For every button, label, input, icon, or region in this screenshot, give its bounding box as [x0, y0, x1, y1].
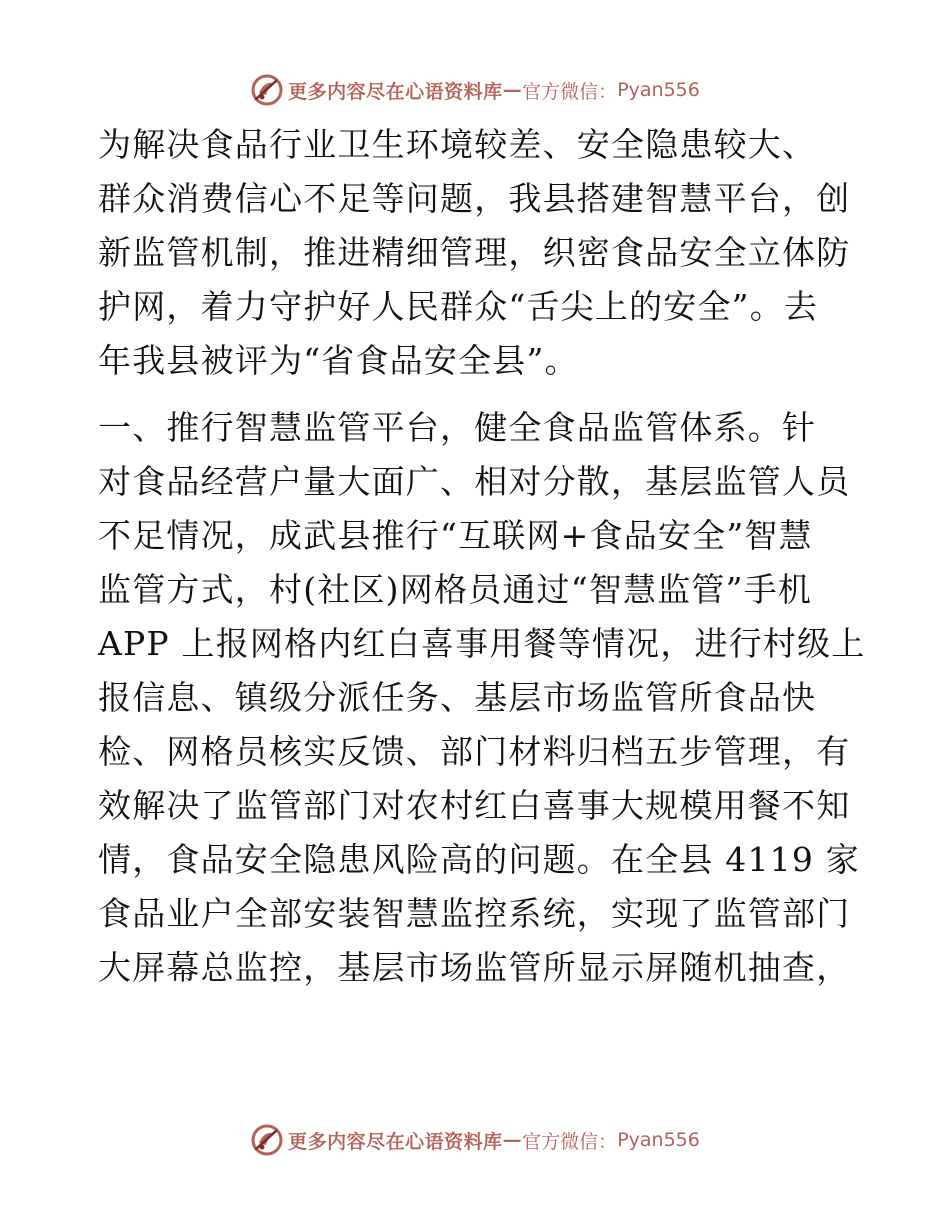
watermark-site-text: 更多内容尽在心语资料库 [288, 80, 503, 103]
logo-icon [250, 1123, 284, 1157]
watermark-separator: — [502, 1129, 523, 1151]
text-line: 年我县被评为“省食品安全县”。 [98, 341, 579, 380]
watermark-wechat-label: 官方微信： [522, 1130, 618, 1153]
watermark-wechat-label: 官方微信： [522, 80, 618, 103]
text-line: 护网，着力守护好人民群众“舌尖上的安全”。去 [98, 287, 819, 326]
text-line: 新监管机制，推进精细管理，织密食品安全立体防 [98, 233, 851, 272]
watermark-wechat-id: Pyan556 [617, 79, 700, 101]
text-line: 情，食品安全隐患风险高的问题。在全县 4119 家 [98, 840, 860, 879]
watermark-separator: — [502, 79, 523, 101]
header-watermark [0, 70, 950, 110]
text-line: 为解决食品行业卫生环境较差、安全隐患较大、 [98, 125, 817, 164]
text-line: 不足情况，成武县推行“互联网+食品安全”智慧 [98, 516, 813, 555]
text-line: 一、推行智慧监管平台，健全食品监管体系。针 [98, 408, 817, 447]
text-line: 检、网格员核实反馈、部门材料归档五步管理，有 [98, 732, 851, 771]
text-line: APP 上报网格内红白喜事用餐等情况，进行村级上 [98, 624, 866, 663]
text-line: 大屏幕总监控，基层市场监管所显示屏随机抽查， [98, 948, 851, 987]
text-line: 对食品经营户量大面广、相对分散，基层监管人员 [98, 462, 851, 501]
footer-watermark [0, 1120, 950, 1160]
paragraph-intro [98, 118, 850, 388]
watermark-site-text: 更多内容尽在心语资料库 [288, 1130, 503, 1153]
paragraph-section-one [98, 401, 866, 995]
text-line: 监管方式，村(社区)网格员通过“智慧监管”手机 [98, 570, 813, 609]
text-line: 群众消费信心不足等问题，我县搭建智慧平台，创 [98, 179, 851, 218]
logo-icon [250, 73, 284, 107]
watermark-wechat-id: Pyan556 [617, 1129, 700, 1151]
text-line: 报信息、镇级分派任务、基层市场监管所食品快 [98, 678, 817, 717]
document-body [98, 118, 866, 995]
text-line: 效解决了监管部门对农村红白喜事大规模用餐不知 [98, 786, 851, 825]
text-line: 食品业户全部安装智慧监控系统，实现了监管部门 [98, 894, 851, 933]
